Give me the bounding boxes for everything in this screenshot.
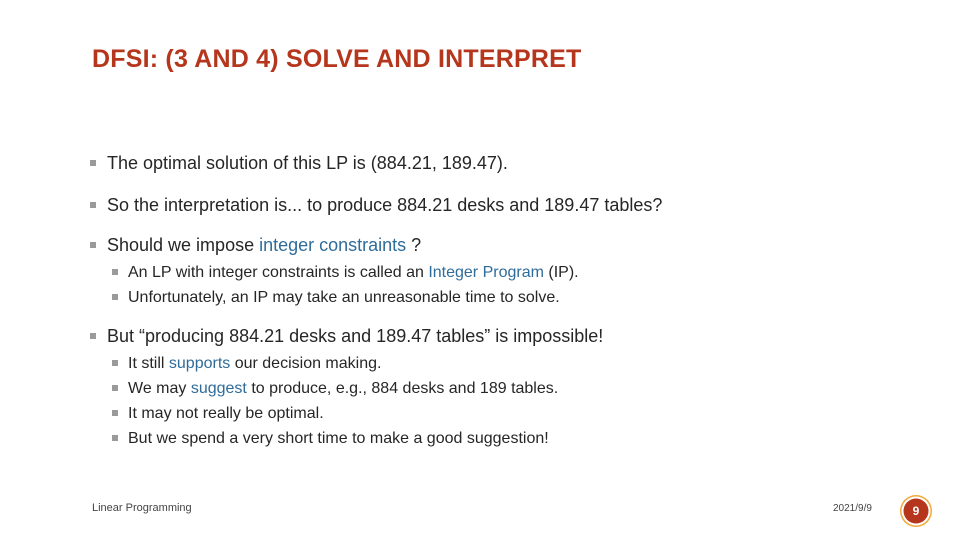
bullet-square-icon — [112, 360, 118, 366]
page-number: 9 — [912, 504, 920, 518]
bullet-text: ? — [406, 235, 422, 255]
highlight-term: suggest — [190, 380, 247, 397]
sub-bullet-text: But we spend a very short time to make a good suggestion! — [128, 430, 549, 447]
sub-bullet-text: our decision making. — [230, 355, 382, 372]
footer-label: Linear Programming — [92, 502, 192, 514]
highlight-term: integer constraints — [259, 235, 407, 255]
page-number-badge — [899, 494, 933, 528]
sub-bullet-text: It may not really be optimal. — [128, 405, 324, 422]
bullet-text: But “producing 884.21 desks and 189.47 tables” is impossible! — [107, 326, 604, 346]
bullet-square-icon — [90, 202, 96, 208]
bullet-square-icon — [90, 242, 96, 248]
sub-bullet-item — [90, 260, 920, 285]
sub-bullet-text: Unfortunately, an IP may take an unreasonable time to solve. — [128, 289, 560, 306]
bullet-square-icon — [112, 294, 118, 300]
sub-bullet-item — [90, 401, 920, 426]
slide-content — [90, 150, 920, 451]
sub-bullet-text: to produce, e.g., 884 desks and 189 tables. — [246, 380, 559, 397]
bullet-item — [90, 323, 920, 349]
sub-bullet-item — [90, 351, 920, 376]
sub-bullet-text: It still — [128, 355, 169, 372]
bullet-text: Should we impose — [107, 235, 260, 255]
bullet-square-icon — [112, 410, 118, 416]
sub-bullet-item — [90, 426, 920, 451]
sub-bullet-item — [90, 285, 920, 310]
sub-bullet-text: An LP with integer constraints is called an — [128, 264, 429, 281]
page-title: DFSI: (3 AND 4) SOLVE AND INTERPRET — [92, 45, 582, 73]
bullet-item — [90, 232, 920, 258]
footer-date: 2021/9/9 — [833, 503, 872, 514]
bullet-square-icon — [90, 160, 96, 166]
bullet-square-icon — [90, 333, 96, 339]
sub-bullet-text: (IP). — [543, 264, 579, 281]
highlight-term: Integer Program — [428, 264, 544, 281]
bullet-square-icon — [112, 385, 118, 391]
bullet-text: So the interpretation is... to produce 884.21 desks and 189.47 tables? — [107, 195, 663, 215]
sub-bullet-item — [90, 376, 920, 401]
bullet-item — [90, 150, 920, 176]
highlight-term: supports — [168, 355, 231, 372]
bullet-text: The optimal solution of this LP is (884.21, 189.47). — [107, 153, 508, 173]
bullet-square-icon — [112, 269, 118, 275]
bullet-item — [90, 192, 920, 218]
bullet-square-icon — [112, 435, 118, 441]
sub-bullet-text: We may — [128, 380, 191, 397]
